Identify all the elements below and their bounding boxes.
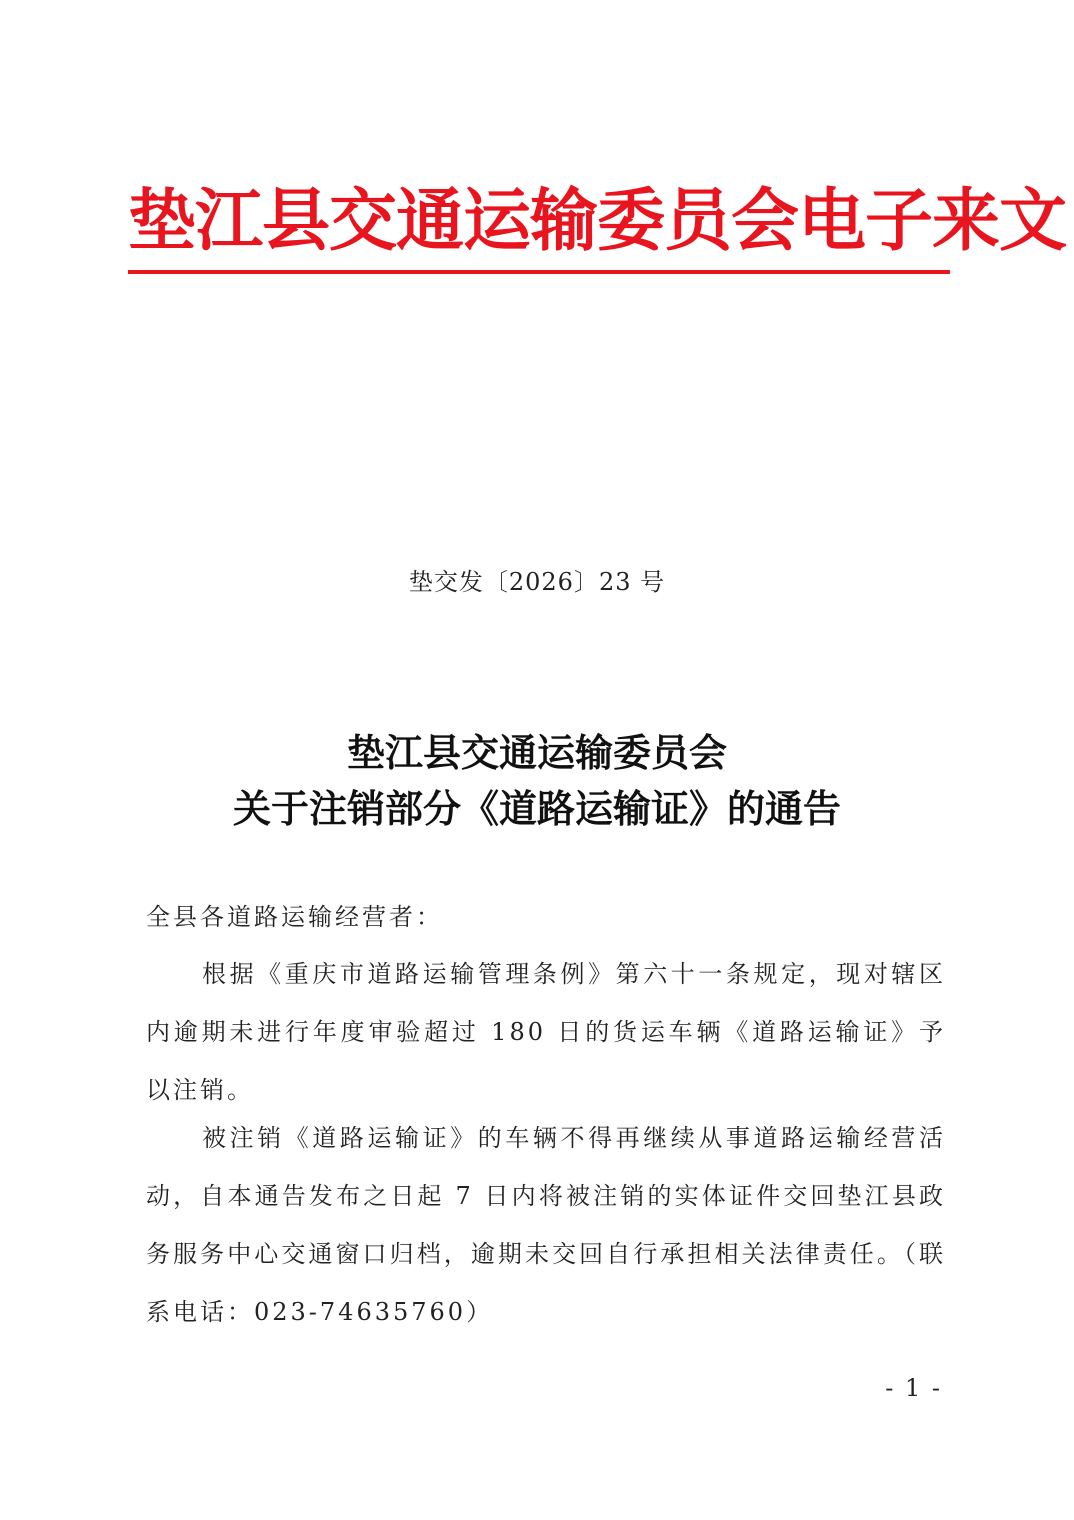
masthead-title: 垫江县交通运输委员会电子来文 <box>128 181 1067 261</box>
page-number: - 1 - <box>885 1374 942 1402</box>
body-paragraph: 被注销《道路运输证》的车辆不得再继续从事道路运输经营活动，自本通告发布之日起 7 日内将被注销的实体证件交回垫江县政务服务中心交通窗口归档，逾期未交回自行承担相关法律责任。（联系电话：023-74635760） <box>146 1124 946 1326</box>
document-number: 垫交发〔2026〕23 号 <box>408 568 666 596</box>
body-paragraph: 根据《重庆市道路运输管理条例》第六十一条规定，现对辖区内逾期未进行年度审验超过 180 日的货运车辆《道路运输证》予以注销。 <box>146 960 946 1104</box>
masthead-red-rule <box>128 270 950 274</box>
salutation: 全县各道路运输经营者： <box>146 903 443 931</box>
notice-title-line-1: 垫江县交通运输委员会 <box>346 730 727 775</box>
notice-title-line-2: 关于注销部分《道路运输证》的通告 <box>232 786 841 831</box>
